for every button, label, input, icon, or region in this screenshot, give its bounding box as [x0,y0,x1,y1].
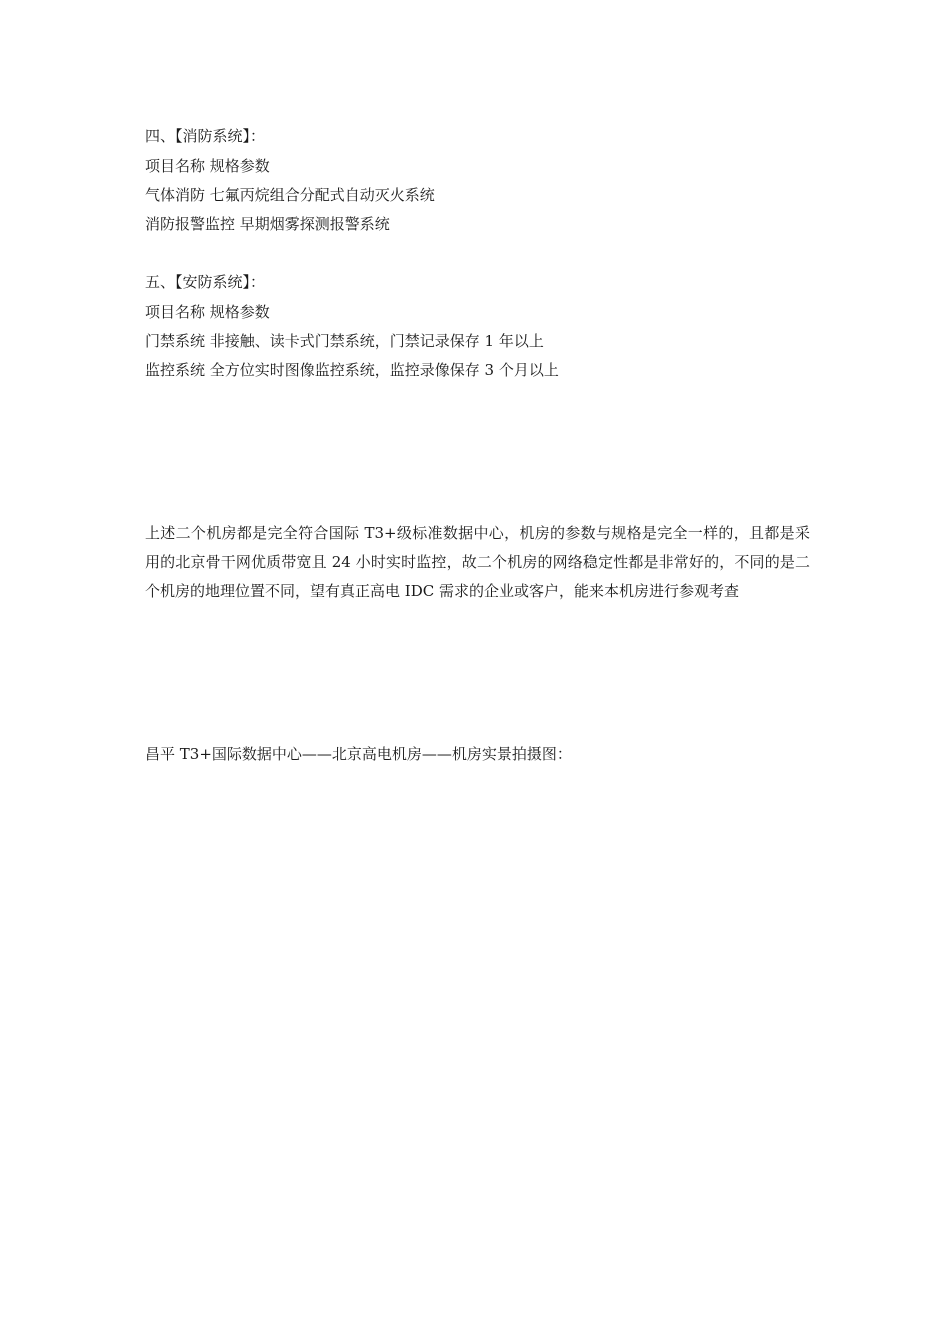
fire-section-heading: 四、【消防系统】： [145,127,266,145]
security-table-header: 项目名称 规格参数 [145,303,270,321]
summary-paragraph: 上述二个机房都是完全符合国际 T3+级标准数据中心，机房的参数与规格是完全一样的，且都是采用的北京骨干网优质带宽且 24 小时实时监控，故二个机房的网络稳定性都是非常好的，不同的是二个机房的地理位置不同，望有真正高电 IDC 需求的企业或客户，能来本机房进行参观考查 [145,524,810,600]
security-row-monitor: 监控系统 全方位实时图像监控系统，监控录像保存 3 个月以上 [145,361,559,379]
fire-row-gas: 气体消防 七氟丙烷组合分配式自动灭火系统 [145,186,435,204]
fire-row-alarm: 消防报警监控 早期烟雾探测报警系统 [145,215,390,233]
security-row-access: 门禁系统 非接触、读卡式门禁系统，门禁记录保存 1 年以上 [145,332,544,350]
security-section-heading: 五、【安防系统】： [145,273,266,291]
fire-table-header: 项目名称 规格参数 [145,157,270,175]
photo-caption: 昌平 T3+国际数据中心——北京高电机房——机房实景拍摄图： [145,745,572,763]
